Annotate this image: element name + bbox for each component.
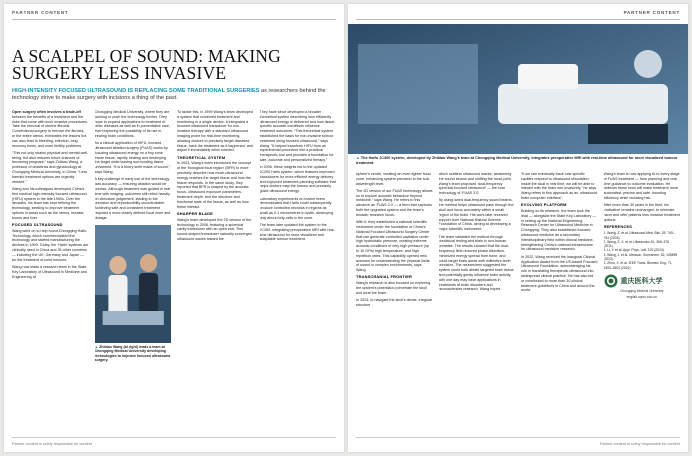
- body-paragraph: In 2022, Wang received the inaugural Clinical Application Award from the US-based Focused Ultrasound Foundation, acknowledging his role in translating therapeutic ultrasound into widespread clinical practice. He has also led or contributed to more than 30 clinical treatment guidelines in China and around the world.: [521, 254, 598, 293]
- right-column-3: [521, 172, 598, 432]
- device-caption-text: for more visualized tumour treatment.: [356, 156, 678, 165]
- body-paragraph: Wang’s research is also focused on exploring the system’s potential to penetrate the skull and treat the brain.: [356, 281, 430, 295]
- left-column-3: [177, 110, 254, 432]
- device-caption-title: The Haifu JC300 system, developed by Zhibiao Wang’s team at Chongqing Medical University, integrates preoperative MRI with real-time ultrasound: [360, 156, 628, 160]
- body-paragraph: The 2D version of our FUAS technology allows us to explore acoustic behaviour beyond medicine,” says Wang. He refers to this advance as ‘FUAS 2.0’ — a term that captures both the upgraded system and the team’s broader research focus.: [356, 188, 433, 217]
- right-columns: [356, 172, 680, 432]
- right-column-2: [439, 172, 516, 432]
- team-photo-caption-text: developing technologies to improve focused ultrasound surgery.: [94, 349, 171, 363]
- standfirst-text: as researchers behind the technology strive to make surgery with incisions a thing of the past.: [12, 88, 326, 101]
- body-paragraph: Wang’s team is now applying AI to every stage of FUAS treatment — from planning and real-time guidance to outcome evaluation. He believes these tools will make treatment more automated, precise and safe, boosting efficiency while reducing risk.: [603, 172, 680, 200]
- body-paragraph: In 2006, these insights led to the updated JC200 Haifu system, which features improved transducers for more efficient energy delivery and improved treatment-planning software that helps doctors map the tumour and precisely guide ultrasound energy.: [259, 165, 336, 194]
- university-logo: [604, 274, 681, 288]
- column-subheading: SHARPER BLADE: [177, 210, 214, 216]
- body-paragraph: After more than 30 years in the field, his motivation remains unchanged: to minimize harm and offer patients less invasive treatment options.: [603, 203, 680, 222]
- header-rule-right: [356, 19, 680, 20]
- device-photo-image: [348, 24, 688, 154]
- body-paragraph: Laboratory experiments on bovine livers demonstrated that Haifu could subsequently produce controlled necrosis in regions as small as 0.1 micrometres in width, destroying only about forty cells in the zone.: [259, 196, 334, 220]
- footer-note: Partner content is solely responsible for content: [12, 442, 92, 446]
- body-paragraph: Wang went on to help found Chongqing Haifu. Technology, which commercialized the technology and started manufacturing the devices in 1999. Today, the ‘Haifu’ systems are clinically used in China and 35 other countries — including the UK, Germany and Japan — for the treatment of solid tumours.: [12, 228, 89, 262]
- university-logo-text: 重庆医科大学: [620, 275, 663, 285]
- device-caption-arrow-icon: ▲: [356, 156, 360, 160]
- body-paragraph: which scatters ultrasound waves, weakening the sound beams and shifting the focal point, Wang’s team proposed ‘dual-frequency spherical focused ultrasound’ — the core technology of ‘FUAS 3.0’.: [438, 172, 512, 196]
- body-paragraph: Wang now leads a research team in the State Key Laboratory of Ultrasound in Medicine and Engineering at: [12, 264, 87, 279]
- header-rule: [12, 19, 336, 20]
- right-column-4: [604, 172, 681, 432]
- body-paragraph: “If we can eventually track how specific cavities respond to ultrasound stimulation inside the skull in real time, we will be able to interact with the brain non-invasively,” he says. Wang refers to this approach as an ‘ultrasound brain-computer interface’.: [521, 172, 598, 200]
- left-column-2-text: [95, 110, 172, 221]
- reference-item: 5. Zhou, X. et al. IEEE Trans. Biomed. Eng. 71, 3493–3503 (2024).: [603, 261, 673, 270]
- lead-text: between the benefits of a treatment and the risks that come with such invasive procedures. Take the removal of uterine fibroids. Conventional surgery to remove the fibroids, or the entire uterus, eliminates the lesions but can also lead to bleeding, infection, long recovery times, and even fertility problems.: [12, 114, 89, 148]
- team-photo-caption-title: Zhibiao Wang (at right) leads a team at Chongqing Medical University: [94, 344, 165, 354]
- body-paragraph: Wang’s team developed the 2D version of the technology in 2006, featuring a spherical cavity transducer with an open end. This sound-shaped transducer naturally converges ultrasound waves toward the: [177, 217, 252, 241]
- column-subheading: THEORETICAL SYSTEM: [177, 154, 226, 160]
- university-name: Chongqing Medical University: [619, 288, 664, 293]
- section-header: PARTNER CONTENT: [12, 10, 69, 15]
- left-columns: [12, 110, 336, 432]
- column-subheading: TRANSCRANIAL FRONTIER: [356, 274, 413, 280]
- footer-rule-right: [356, 437, 680, 438]
- body-paragraph: Chongqing Medical University, where they are working to push the technology further. They hope to expand applications to treatment of other diseases as well as in preventative care, even exploring the possibility of its use in treating brain conditions.: [94, 110, 170, 138]
- right-page: [348, 4, 688, 452]
- body-paragraph: The team validated the method through preclinical testing and trials in non-human primates. The results showed that the dual-frequency field reduced phase distortion, minimized energy spread from bone, and could target brain areas with millimetre-level precision. The researchers suggested the system could both ablate targeted brain tissue and potentially gently influence brain activity, with one day may have applications in treatments of brain disorders and neurosciences research, Wang hopes.: [438, 234, 514, 292]
- footer-note-right: Partner content is solely responsible for content: [600, 442, 680, 446]
- footer-rule: [12, 437, 336, 438]
- lead-in: Open surgery often involves a trade-off: [12, 110, 81, 114]
- left-column-2: [95, 110, 172, 432]
- reference-item: 1. Wang, Z. et al. Ultrasound Med. Biol. 29, 749–754 (2003).: [603, 231, 675, 240]
- column-subheading: FOCUSED ULTRASOUND: [12, 222, 63, 228]
- left-column-1: [12, 110, 89, 432]
- body-paragraph: Wang and his colleagues developed China’s first medical high-intensity focused ultrasound (HIFU) system in the late 1990s. Over the decades, his team has kept refining the technology, seeking to improve treatment options in areas such as the uterus, breasts, bones and liver.: [12, 186, 87, 220]
- body-paragraph: “This not only strains physical and mental well-being, but also reduces future chances of becoming pregnant,” says Zhibiao Wang, a professor of obstetrics and gynaecology at Chongqing Medical University, in China. “Less harmful treatment options are urgently needed.”: [12, 150, 89, 184]
- article-title: A SCALPEL OF SOUND: MAKING SURGERY LESS INVASIVE: [12, 46, 282, 83]
- right-column-1: [356, 172, 433, 432]
- team-photo-caption: [95, 345, 172, 363]
- university-seal-icon: [604, 274, 618, 288]
- body-paragraph: To tackle this, in 1999 Wang’s team developed a system that combined treatment and monitoring in a single device. It integrated a focused ultrasound transducer for non-invasive therapy with a standard ultrasound imaging probe for real-time monitoring, allowing doctors to precisely target diseased tissue, track the treatment as it happened, and adjust it immediately when needed.: [177, 110, 253, 153]
- reference-item: 3. Li, Y. et al. Appl. Phys. Lett. 102 (2013).: [603, 248, 665, 253]
- device-photo: [348, 24, 688, 154]
- body-paragraph: sphere’s centre, creating an even tighter focal zone, enhancing system precision to the sub-wavelength level.: [356, 172, 431, 186]
- lead-paragraph: [12, 110, 89, 148]
- references-list: [604, 231, 681, 270]
- standfirst: [12, 88, 330, 102]
- body-paragraph: With it, they established a national scientific instrument under the foundation of China’s National Focused Ultrasound Surgery Center that can generate controlled cavitation under high hydrostatic pressure, creating extreme acoustic conditions of very high pressure (up to 10 GPa) high temperature, and high repetition rates. This capability opened new avenues for understanding the physical limits of sound in complex environments, says Wang.: [356, 220, 430, 273]
- body-paragraph: Building on its research, the team took the lead — alongside the State Key Laboratory — in setting up the National Engineering Research Center for Ultrasound Medicine in Chongqing. They also established focused ultrasound medicine as a secondary interdisciplinary field within clinical medicine, strengthening China’s national infrastructure for ultrasound medicine research.: [521, 209, 597, 252]
- body-paragraph: As a clinical application of HIFU, focused ultrasound ablation surgery (FUAS) works by focusing ultrasound energy on a tiny zone inside tissue, rapidly heating and destroying the target while leaving surrounding tissue unharmed. “It is a blurry knife made of sound,” says Wang.: [94, 141, 170, 175]
- right-column-4-text: [604, 172, 681, 222]
- body-paragraph: They have since developed a broader theoretical system describing how efficiently ultrasound energy is delivered and how tissue-specific acoustic conditions influence treatment outcomes. “This theoretical system established the basis for non-invasive tumour treatment using focused ultrasound,” says Wang. “It helped transform HIFU from an experimental procedure into a practical therapeutic tool and provides a foundation for safe, accurate and personalized therapy.”: [259, 110, 336, 162]
- section-header-right: PARTNER CONTENT: [623, 10, 680, 15]
- body-paragraph: In 2003, Wang’s team introduced the concept of the ‘biological focal region’ (BFR) to more precisely describe how much ultrasound energy reaches the target tissue and how the tissue responds. In the same study, they reported that BFR is shaped by the acoustic focus, ultrasound exposure parameters, treatment depth, and the structure and functional state of the tissue, as well as how these interact.: [177, 161, 252, 209]
- references-heading: REFERENCES: [603, 224, 633, 230]
- university-url: english.cqmu.edu.cn: [626, 294, 657, 299]
- column-subheading: EVOLVING PLATFORM: [521, 202, 567, 208]
- body-paragraph: The team later updated the system to the JC300, integrating preoperative MRI with real-time ultrasound for more visualized and adaptable tumour treatment.: [259, 223, 335, 242]
- caption-arrow-icon: ▲: [94, 344, 99, 349]
- team-photo-image: [95, 225, 172, 343]
- left-page: [4, 4, 344, 452]
- device-photo-caption: [356, 156, 680, 166]
- body-paragraph: In 2024, to navigate the skull’s dense, irregular structure: [356, 298, 433, 307]
- standfirst-highlight: HIGH-INTENSITY FOCUSED ULTRASOUND IS REPLACING SOME TRADITIONAL SURGERIES: [12, 88, 260, 94]
- left-column-4: [260, 110, 337, 432]
- team-photo: [95, 225, 172, 343]
- body-paragraph: A key challenge in early use of the technology was accuracy — ensuring ablation would be precise. Although treatment was guided in real time with imaging, outcomes still relied heavily on clinicians’ judgement, leading to the precision and reproducibility uncontrollable. Achieving safe and consistent treatment required a more clearly defined focal zone and dosage.: [94, 177, 171, 220]
- reference-item: 2. Wang, Z. X. et al. Ultrasonics 51, 369–375 (2011).: [603, 239, 669, 249]
- reference-item: 4. Wang, J. et al. Ultrason. Sonochem. 82, 105899 (2022).: [603, 252, 678, 262]
- body-paragraph: By using tuned dual-frequency sound beams, the method helps ultrasound pass through the skull and focus accurately within a small region of the brain. His work later received support from National Natural Science Foundation of China, aiming at developing a major scientific instrument.: [438, 198, 514, 232]
